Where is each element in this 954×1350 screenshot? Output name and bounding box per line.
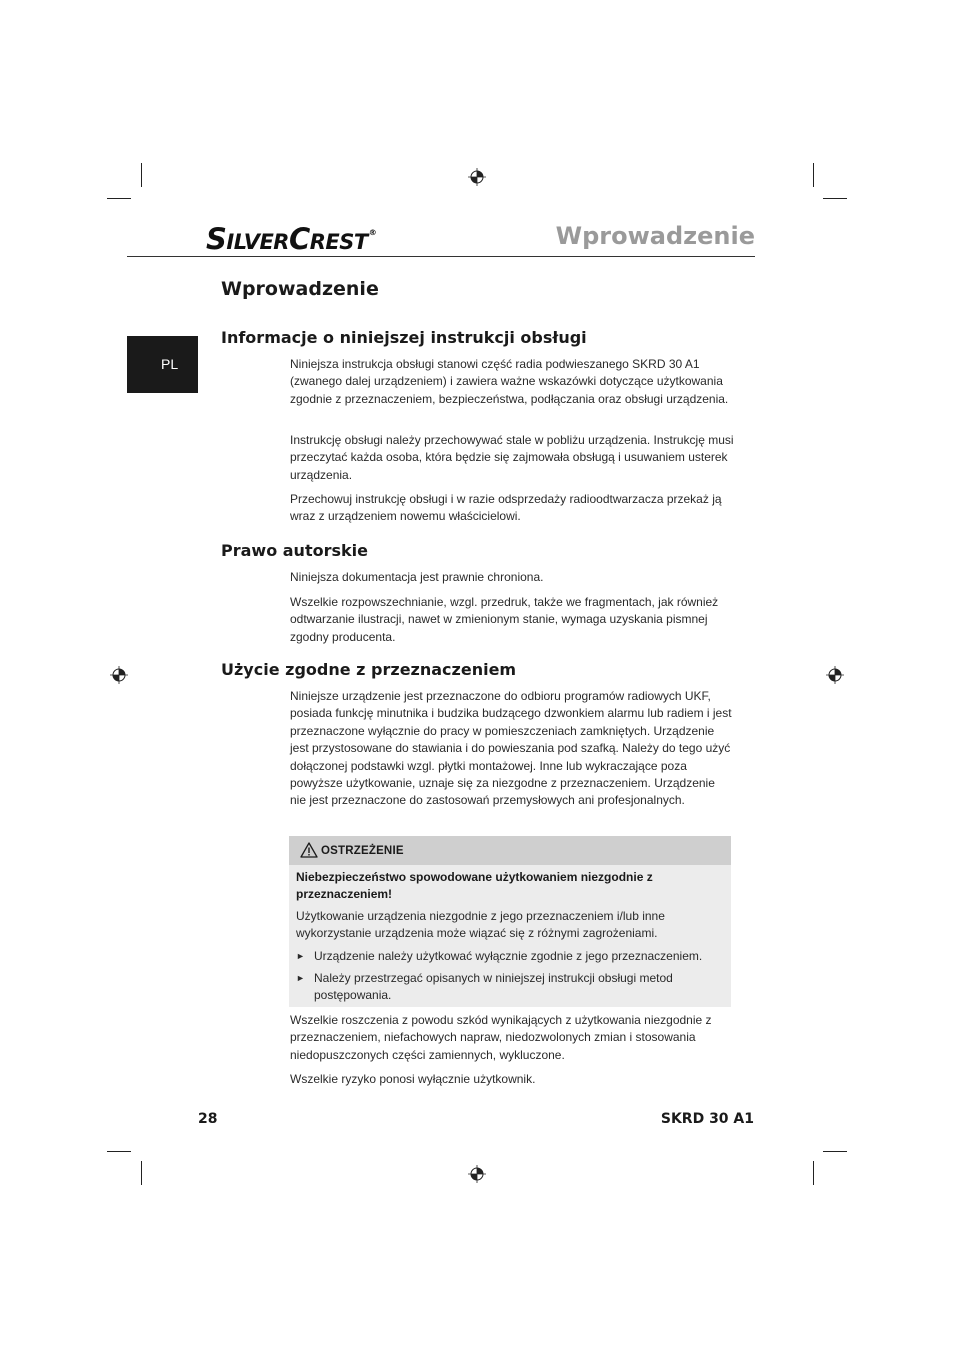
crop-mark — [107, 1151, 131, 1152]
crop-mark — [823, 1151, 847, 1152]
section-heading-copyright: Prawo autorskie — [221, 541, 368, 560]
paragraph: Instrukcję obsługi należy przechowywać stale w pobliżu urządzenia. Instrukcję musi przeczytać każda osoba, która będzie się zajmowała obsługą i usuwaniem usterek urządzenia. — [290, 433, 734, 482]
paragraph: Wszelkie roszczenia z powodu szkód wynikających z użytkowania niezgodnie z przeznaczeniem, niefachowych napraw, niedozwolonych zmian i stosowania niedopuszczonych części zamiennych, wykluczone. — [290, 1013, 712, 1062]
registration-mark-icon — [826, 666, 844, 684]
paragraph: Niniejsze urządzenie jest przeznaczone do odbioru programów radiowych UKF, posiada funkcję minutnika i budzika budzącego dzwonkiem alarmu lub radiem i jest przeznaczone wyłącznie do pracy w pomieszczeniach zamkniętych. Urządzenie jest przystosowane do stawiania i do powieszania pod szafką. Należy do tego użyć dołączonej podstawki wzgl. płytki montażowej. Inne lub wykraczające poza powyższe użytkowanie, uznaje się za niezgodne z przeznaczeniem. Urządzenie nie jest przeznaczone do zastosowań przemysłowych ani profesjonalnych. — [290, 689, 732, 808]
list-item — [296, 948, 726, 965]
bullet-text: Należy przestrzegać opisanych w niniejszej instrukcji obsługi metod postępowania. — [314, 971, 673, 1003]
bullet-arrow-icon: ► — [296, 973, 305, 983]
logo-letter: C — [288, 222, 310, 256]
logo-text: ILVER — [226, 230, 289, 254]
registration-mark-icon — [468, 168, 486, 186]
paragraph: Niniejsza instrukcja obsługi stanowi część radia podwieszanego SKRD 30 A1 (zwanego dalej urządzeniem) i zawiera ważne wskazówki dotyczące użytkowania zgodnie z przeznaczeniem, bezpieczeństwa, podłączania oraz obsługi urządzenia. — [290, 357, 729, 406]
section-heading-instructions: Informacje o niniejszej instrukcji obsługi — [221, 328, 587, 347]
section-heading-intended-use: Użycie zgodne z przeznaczeniem — [221, 660, 517, 679]
header-divider — [127, 256, 755, 257]
paragraph: Wszelkie rozpowszechnianie, wzgl. przedruk, także we fragmentach, jak również odtwarzanie ilustracji, nawet w zmienionym stanie, wymaga uzyskania pismnej zgodny producenta. — [290, 595, 719, 644]
warning-box — [289, 836, 731, 1007]
warning-label: OSTRZEŻENIE — [321, 845, 404, 857]
paragraph: Wszelkie ryzyko ponosi wyłącznie użytkownik. — [290, 1072, 536, 1086]
crop-mark — [141, 1161, 142, 1185]
logo-letter: S — [206, 222, 227, 256]
page-number: 28 — [198, 1111, 218, 1127]
bullet-arrow-icon: ► — [296, 951, 305, 961]
language-tab — [127, 336, 198, 393]
brand-logo — [206, 222, 377, 256]
registration-mark-icon — [468, 1165, 486, 1183]
model-name: SKRD 30 A1 — [660, 1111, 754, 1127]
paragraph: Niniejsza dokumentacja jest prawnie chroniona. — [290, 570, 544, 584]
bullet-text: Urządzenie należy użytkować wyłącznie zgodnie z jego przeznaczeniem. — [314, 949, 703, 963]
warning-triangle-icon — [300, 842, 318, 858]
list-item — [296, 970, 726, 1005]
warning-title: Niebezpieczeństwo spowodowane użytkowaniem niezgodnie z przeznaczeniem! — [296, 870, 653, 902]
logo-registered-mark: ® — [368, 228, 377, 237]
paragraph: Przechowuj instrukcję obsługi i w razie odsprzedaży radioodtwarzacza przekaż ją wraz z urządzeniem nowemu właścicielowi. — [290, 492, 722, 524]
crop-mark — [107, 198, 131, 199]
logo-text: REST — [309, 230, 368, 254]
warning-text: Użytkowanie urządzenia niezgodnie z jego przeznaczeniem i/lub inne wykorzystanie urządzenia może wiązać się z różnymi zagrożeniami. — [296, 909, 665, 941]
crop-mark — [813, 1161, 814, 1185]
crop-mark — [823, 198, 847, 199]
crop-mark — [813, 163, 814, 187]
running-header-title: Wprowadzenie — [555, 222, 755, 250]
page-title: Wprowadzenie — [221, 278, 379, 300]
language-label: PL — [161, 356, 179, 372]
warning-header — [289, 836, 731, 865]
registration-mark-icon — [110, 666, 128, 684]
crop-mark — [141, 163, 142, 187]
